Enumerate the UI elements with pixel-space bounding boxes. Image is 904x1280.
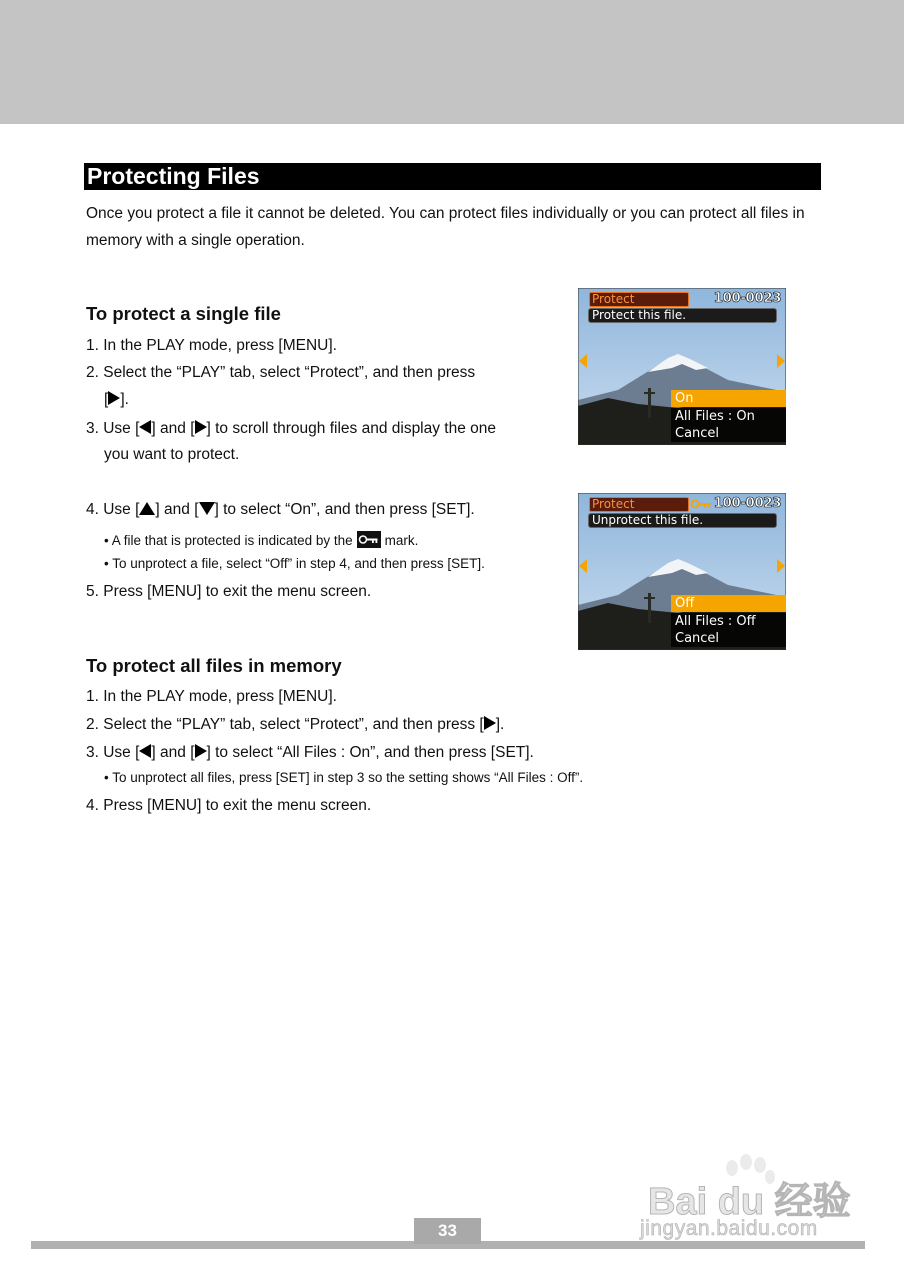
intro-paragraph: Once you protect a file it cannot be deleted. You can protect files individually or you can protect all files in memory with a single operation. <box>86 205 805 249</box>
right-arrow-icon <box>195 420 207 434</box>
left-arrow-icon <box>139 744 151 758</box>
right-arrow-icon[interactable] <box>777 354 785 368</box>
single-step-2a: 2. Select the “PLAY” tab, select “Protect”, and then press <box>86 364 476 381</box>
single-step-1: 1. In the PLAY mode, press [MENU]. <box>86 337 337 354</box>
protect-tab[interactable]: Protect <box>589 497 689 512</box>
option-all-files-on[interactable]: All Files : On <box>671 408 786 425</box>
option-cancel[interactable]: Cancel <box>671 630 786 647</box>
file-number: 100-0023 <box>713 290 781 306</box>
single-step-5: 5. Press [MENU] to exit the menu screen. <box>86 583 372 600</box>
right-arrow-icon[interactable] <box>777 559 785 573</box>
up-arrow-icon <box>139 502 155 515</box>
single-file-heading: To protect a single file <box>86 303 281 324</box>
all-note: • To unprotect all files, press [SET] in step 3 so the setting shows “All Files : Off”. <box>104 770 584 785</box>
section-title: Protecting Files <box>84 163 821 190</box>
all-step-3: 3. Use [ ] and [ ] to select “All Files : On”, and then press [SET]. <box>86 744 534 761</box>
single-step-2b: [ ]. <box>104 391 129 408</box>
protect-tab[interactable]: Protect <box>589 292 689 307</box>
watermark-brand: Bai du 经验 <box>648 1181 851 1223</box>
down-arrow-icon <box>199 502 215 515</box>
watermark-url: jingyan.baidu.com <box>640 1217 818 1240</box>
right-arrow-icon <box>484 716 496 730</box>
camera-screen-protect-on <box>578 288 786 445</box>
page-number: 33 <box>438 1221 457 1240</box>
option-cancel[interactable]: Cancel <box>671 425 786 442</box>
option-on[interactable]: On <box>671 390 786 407</box>
file-number: 100-0023 <box>713 495 781 511</box>
right-arrow-icon <box>108 391 120 405</box>
screen-message: Protect this file. <box>588 308 777 323</box>
option-off[interactable]: Off <box>671 595 786 612</box>
protect-key-icon <box>357 531 381 548</box>
single-step-4: 4. Use [ ] and [ ] to select “On”, and then press [SET]. <box>86 501 475 518</box>
all-files-heading: To protect all files in memory <box>86 655 342 676</box>
camera-screen-protect-off <box>578 493 786 650</box>
right-arrow-icon <box>195 744 207 758</box>
all-step-1: 1. In the PLAY mode, press [MENU]. <box>86 688 337 705</box>
single-note-1: • A file that is protected is indicated by the mark. <box>104 533 419 548</box>
single-note-2: • To unprotect a file, select “Off” in step 4, and then press [SET]. <box>104 556 485 571</box>
left-arrow-icon[interactable] <box>579 559 587 573</box>
all-step-4: 4. Press [MENU] to exit the menu screen. <box>86 797 372 814</box>
header-band <box>0 0 904 124</box>
protect-key-icon <box>690 498 712 510</box>
left-arrow-icon[interactable] <box>579 354 587 368</box>
left-arrow-icon <box>139 420 151 434</box>
all-step-2: 2. Select the “PLAY” tab, select “Protect”, and then press [ ]. <box>86 716 505 733</box>
screen-message: Unprotect this file. <box>588 513 777 528</box>
single-step-3b: you want to protect. <box>104 446 240 463</box>
option-all-files-off[interactable]: All Files : Off <box>671 613 786 630</box>
single-step-3a: 3. Use [ ] and [ ] to scroll through files and display the one <box>86 420 497 437</box>
